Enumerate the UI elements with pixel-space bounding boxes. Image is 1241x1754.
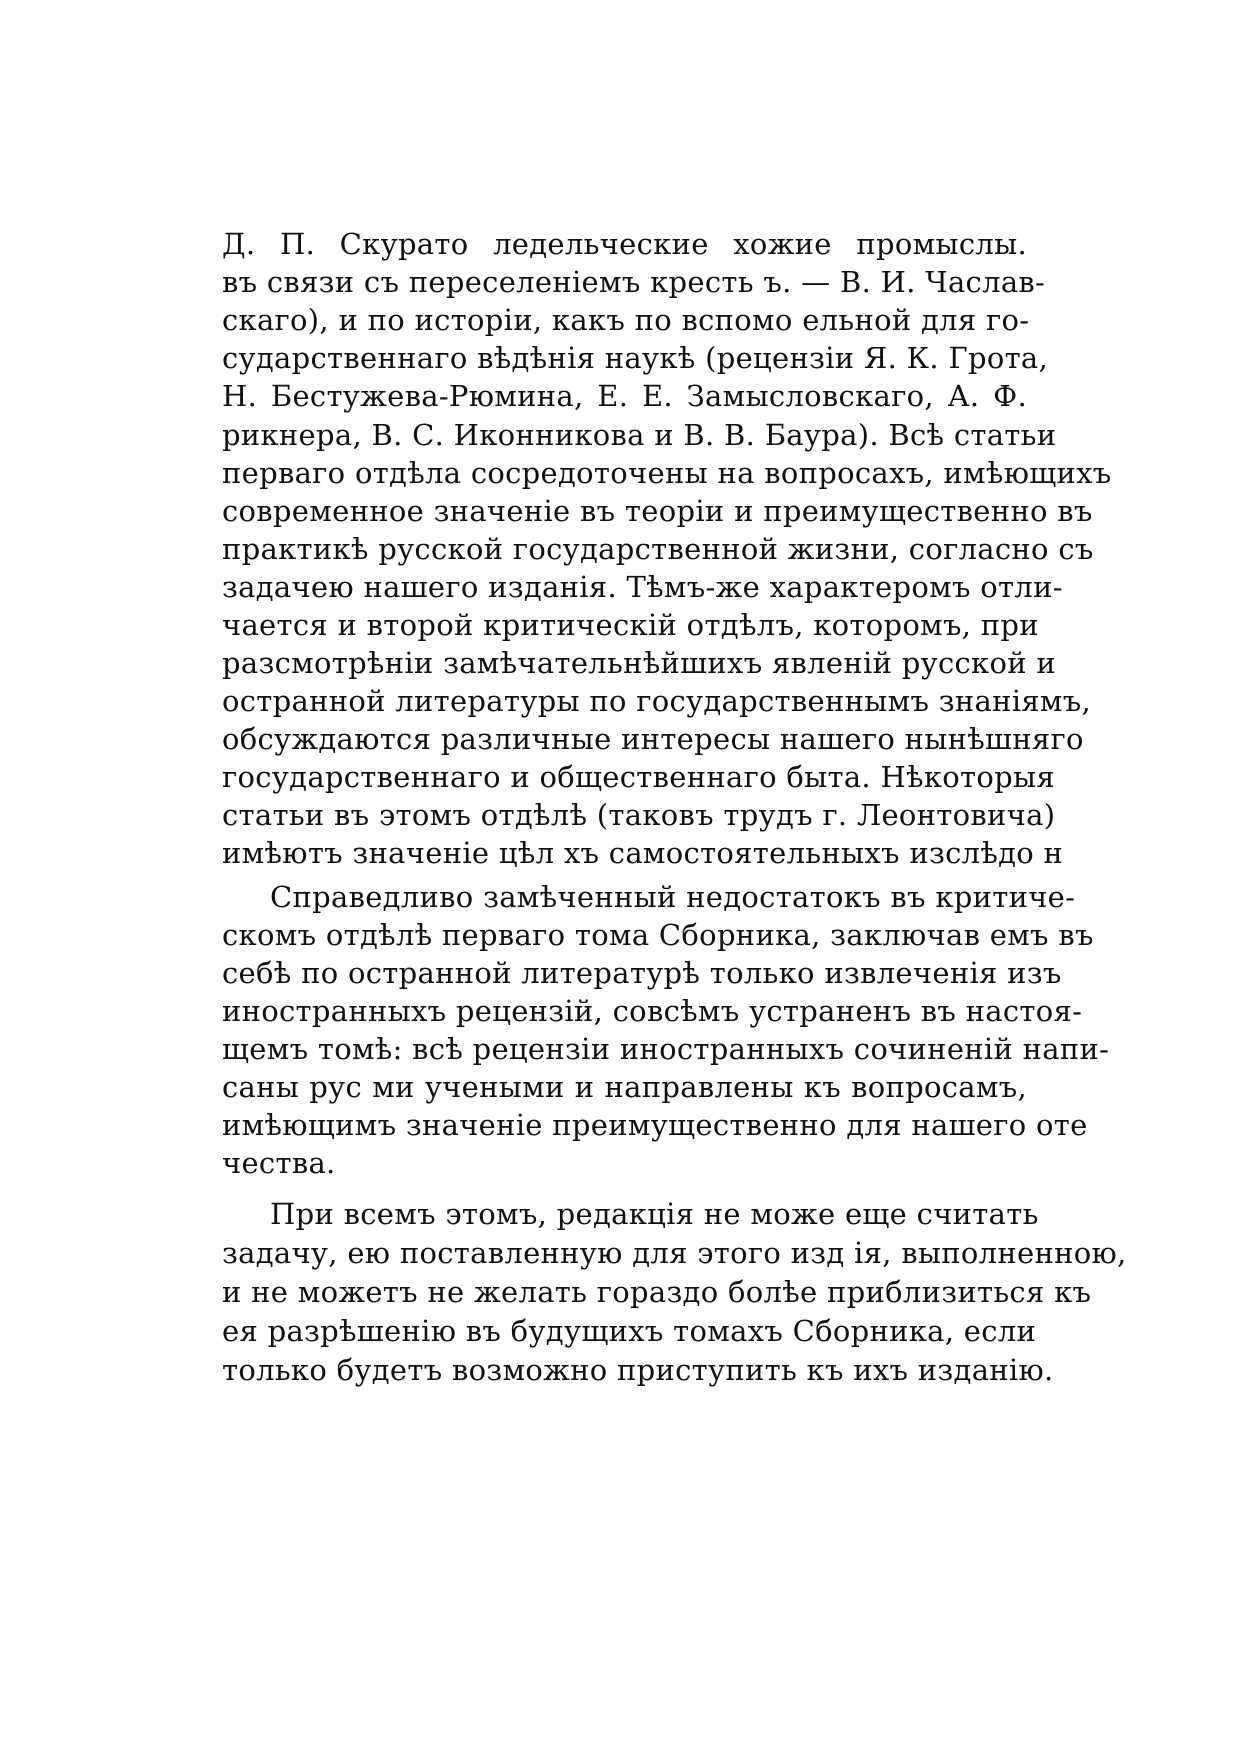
text-line-13: остранной литературы по государственнымъ знаніямъ, [222,684,1092,718]
text-line-21: иностранныхъ рецензій, совсѣмъ устраненъ въ настоя- [222,994,1083,1028]
text-line-25: чества. [222,1146,336,1180]
text-line-10: задачею нашего изданія. Тѣмъ-же характеромъ отли- [222,570,1063,604]
text-line-8: современное значеніе въ теоріи и преимущественно въ [222,494,1093,528]
text-line-15: государственнаго и общественнаго быта. Нѣкоторыя [222,760,1055,794]
text-line-18: Справедливо замѣченный недостатокъ въ критиче- [270,880,1076,914]
text-line-12: разсмотрѣніи замѣчательнѣйшихъ явленій русской и [222,646,1056,680]
text-line-9: практикѣ русской государственной жизни, согласно съ [222,532,1094,566]
text-line-4: сударственнаго вѣдѣнія наукѣ (рецензіи Я. К. Грота, [222,341,1049,375]
text-line-24: имѣющимъ значеніе преимущественно для нашего оте [222,1108,1088,1142]
text-line-6: рикнера, В. С. Иконникова и В. В. Баура). Всѣ статьи [222,418,1057,452]
text-line-1: Д. П. Скурато ледельческие хожие промыслы. [222,227,1027,261]
text-line-16: статьи въ этомъ отдѣлѣ (таковъ трудъ г. Леонтовича) [222,798,1056,832]
text-line-22: щемъ томѣ: всѣ рецензіи иностранныхъ сочиненій напи- [222,1032,1110,1066]
text-line-17: имѣютъ значеніе цѣл хъ самостоятельныхъ изслѣдо н [222,836,1064,870]
text-line-11: чается и второй критическій отдѣлъ, которомъ, при [222,608,1039,642]
text-line-2: въ связи съ переселеніемъ кресть ъ. — В. И. Часлав- [222,265,1046,299]
text-line-14: обсуждаются различные интересы нашего нынѣшняго [222,722,1084,756]
text-line-3: скаго), и по исторіи, какъ по вспомо ельной для го- [222,303,1030,337]
text-line-27: задачу, ею поставленную для этого изд ія, выполненною, [222,1236,1127,1270]
text-line-30: только будетъ возможно приступить къ ихъ изданію. [222,1353,1054,1387]
text-line-19: скомъ отдѣлѣ перваго тома Сборника, заключав емъ въ [222,918,1094,952]
text-line-29: ея разрѣшенію въ будущихъ томахъ Сборника, если [222,1314,1037,1348]
text-line-23: саны рус ми учеными и направлены къ вопросамъ, [222,1070,1027,1104]
text-line-20: себѣ по остранной литературѣ только извлеченія изъ [222,956,1062,990]
text-line-7: перваго отдѣла сосредоточены на вопросахъ, имѣющихъ [222,456,1112,490]
text-line-5: Н. Бестужева-Рюмина, Е. Е. Замысловскаго, А. Ф. [222,379,1027,413]
text-line-28: и не можетъ не желать гораздо болѣе приблизиться къ [222,1275,1092,1309]
text-line-26: При всемъ этомъ, редакція не може еще считать [270,1197,1039,1231]
